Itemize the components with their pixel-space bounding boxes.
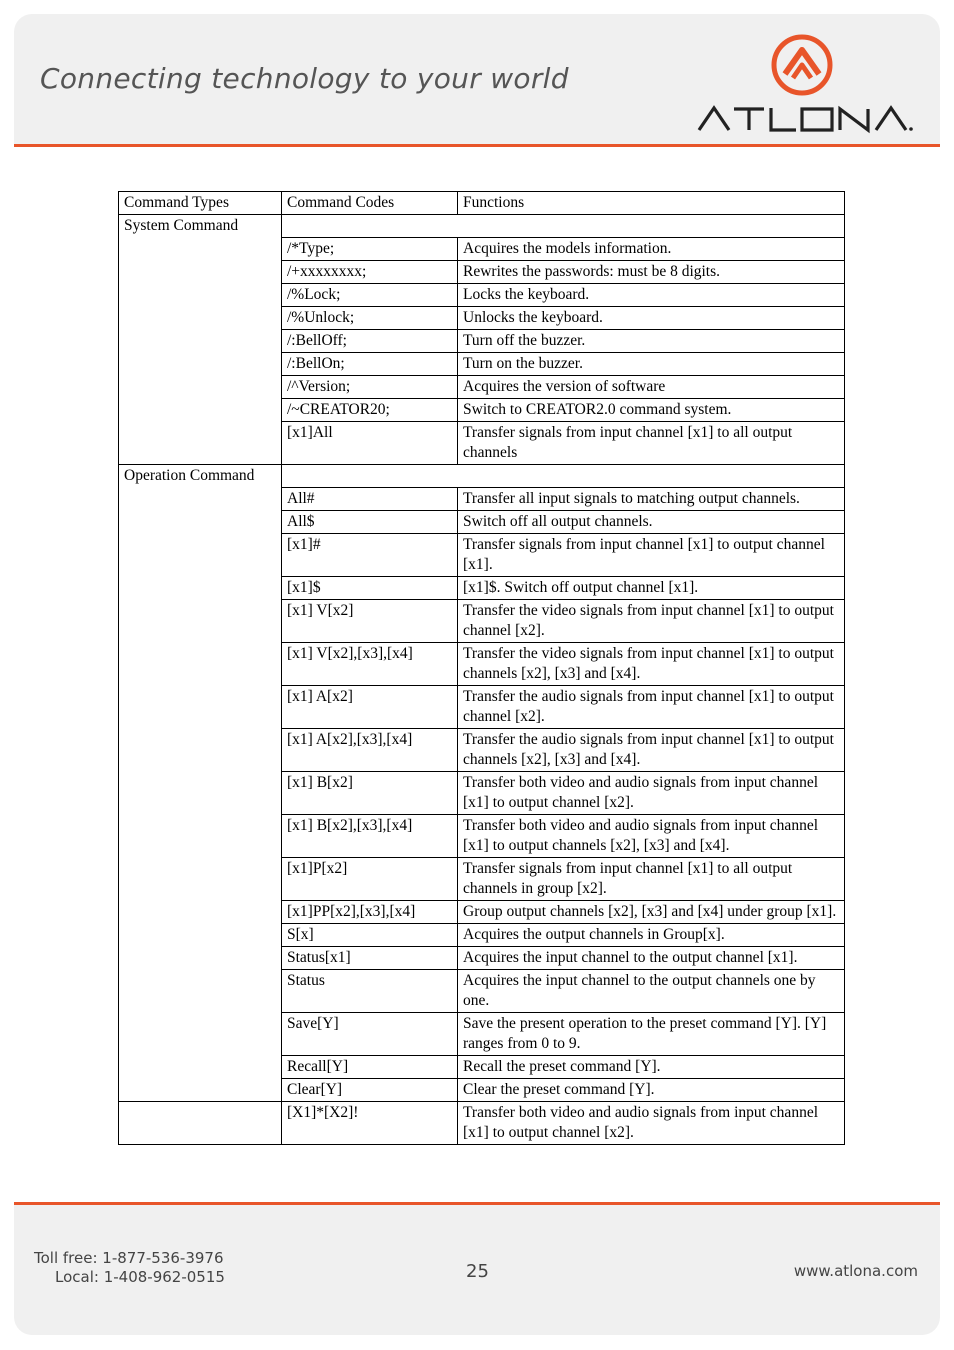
command-code-cell: [x1]PP[x2],[x3],[x4]: [282, 901, 458, 924]
function-cell: [x1]$. Switch off output channel [x1].: [458, 577, 845, 600]
function-cell: Transfer both video and audio signals from input channel [x1] to output channel [x2].: [458, 1102, 845, 1145]
function-cell: Transfer the video signals from input channel [x1] to output channel [x2].: [458, 600, 845, 643]
command-table-container: [118, 191, 844, 1145]
table-row: [119, 465, 845, 488]
function-cell: Acquires the output channels in Group[x].: [458, 924, 845, 947]
command-code-cell: [x1] A[x2],[x3],[x4]: [282, 729, 458, 772]
command-type-cell: Operation Command: [119, 465, 282, 1102]
table-row: [119, 1102, 845, 1145]
table-row: [119, 215, 845, 238]
function-cell: Transfer signals from input channel [x1] to output channel [x1].: [458, 534, 845, 577]
function-cell: Acquires the version of software: [458, 376, 845, 399]
command-code-cell: [x1] B[x2],[x3],[x4]: [282, 815, 458, 858]
command-code-cell: /:BellOn;: [282, 353, 458, 376]
atlona-wordmark: [696, 104, 916, 134]
command-code-cell: [X1]*[X2]!: [282, 1102, 458, 1145]
command-code-cell: /+xxxxxxxx;: [282, 261, 458, 284]
table-header-row: [119, 192, 845, 215]
group-spacer-cell: [282, 465, 845, 488]
local-number: Local: 1-408-962-0515: [55, 1268, 225, 1286]
command-type-cell: [119, 1102, 282, 1145]
command-code-cell: Recall[Y]: [282, 1056, 458, 1079]
command-code-cell: Status: [282, 970, 458, 1013]
function-cell: Clear the preset command [Y].: [458, 1079, 845, 1102]
command-code-cell: [x1]P[x2]: [282, 858, 458, 901]
command-code-cell: All#: [282, 488, 458, 511]
command-code-cell: [x1] A[x2]: [282, 686, 458, 729]
function-cell: Transfer all input signals to matching output channels.: [458, 488, 845, 511]
group-spacer-cell: [282, 215, 845, 238]
function-cell: Save the present operation to the preset command [Y]. [Y] ranges from 0 to 9.: [458, 1013, 845, 1056]
website-link[interactable]: www.atlona.com: [793, 1262, 918, 1280]
command-code-cell: [x1]All: [282, 422, 458, 465]
header-tagline: Connecting technology to your world: [40, 62, 569, 95]
svg-text:ATLONA: ATLONA: [696, 104, 700, 105]
function-cell: Rewrites the passwords: must be 8 digits.: [458, 261, 845, 284]
function-cell: Transfer signals from input channel [x1] to all output channels: [458, 422, 845, 465]
header-command-codes: Command Codes: [282, 192, 458, 215]
command-code-cell: /~CREATOR20;: [282, 399, 458, 422]
command-code-cell: All$: [282, 511, 458, 534]
function-cell: Acquires the models information.: [458, 238, 845, 261]
command-code-cell: [x1] B[x2]: [282, 772, 458, 815]
function-cell: Transfer both video and audio signals from input channel [x1] to output channel [x2].: [458, 772, 845, 815]
command-code-cell: Status[x1]: [282, 947, 458, 970]
function-cell: Transfer both video and audio signals from input channel [x1] to output channels [x2], [x3] and [x4].: [458, 815, 845, 858]
function-cell: Turn on the buzzer.: [458, 353, 845, 376]
command-code-cell: Save[Y]: [282, 1013, 458, 1056]
command-code-cell: /%Lock;: [282, 284, 458, 307]
page-number: 25: [466, 1261, 489, 1282]
header-command-types: Command Types: [119, 192, 282, 215]
command-code-cell: /^Version;: [282, 376, 458, 399]
command-code-cell: /*Type;: [282, 238, 458, 261]
command-code-cell: S[x]: [282, 924, 458, 947]
command-code-cell: Clear[Y]: [282, 1079, 458, 1102]
command-code-cell: /:BellOff;: [282, 330, 458, 353]
function-cell: Switch to CREATOR2.0 command system.: [458, 399, 845, 422]
command-code-cell: /%Unlock;: [282, 307, 458, 330]
function-cell: Transfer the audio signals from input channel [x1] to output channels [x2], [x3] and [x4].: [458, 729, 845, 772]
function-cell: Locks the keyboard.: [458, 284, 845, 307]
command-code-cell: [x1] V[x2]: [282, 600, 458, 643]
command-table: [118, 191, 845, 1145]
toll-free-number: Toll free: 1-877-536-3976: [34, 1249, 224, 1267]
command-code-cell: [x1] V[x2],[x3],[x4]: [282, 643, 458, 686]
command-code-cell: [x1]#: [282, 534, 458, 577]
function-cell: Group output channels [x2], [x3] and [x4] under group [x1].: [458, 901, 845, 924]
function-cell: Transfer signals from input channel [x1] to all output channels in group [x2].: [458, 858, 845, 901]
command-code-cell: [x1]$: [282, 577, 458, 600]
function-cell: Transfer the video signals from input channel [x1] to output channels [x2], [x3] and [x4].: [458, 643, 845, 686]
header-divider: [14, 144, 940, 147]
command-type-cell: System Command: [119, 215, 282, 465]
function-cell: Recall the preset command [Y].: [458, 1056, 845, 1079]
atlona-logo-icon: [771, 34, 833, 96]
function-cell: Acquires the input channel to the output channels one by one.: [458, 970, 845, 1013]
function-cell: Unlocks the keyboard.: [458, 307, 845, 330]
header-functions: Functions: [458, 192, 845, 215]
function-cell: Turn off the buzzer.: [458, 330, 845, 353]
function-cell: Acquires the input channel to the output channel [x1].: [458, 947, 845, 970]
function-cell: Transfer the audio signals from input channel [x1] to output channel [x2].: [458, 686, 845, 729]
function-cell: Switch off all output channels.: [458, 511, 845, 534]
